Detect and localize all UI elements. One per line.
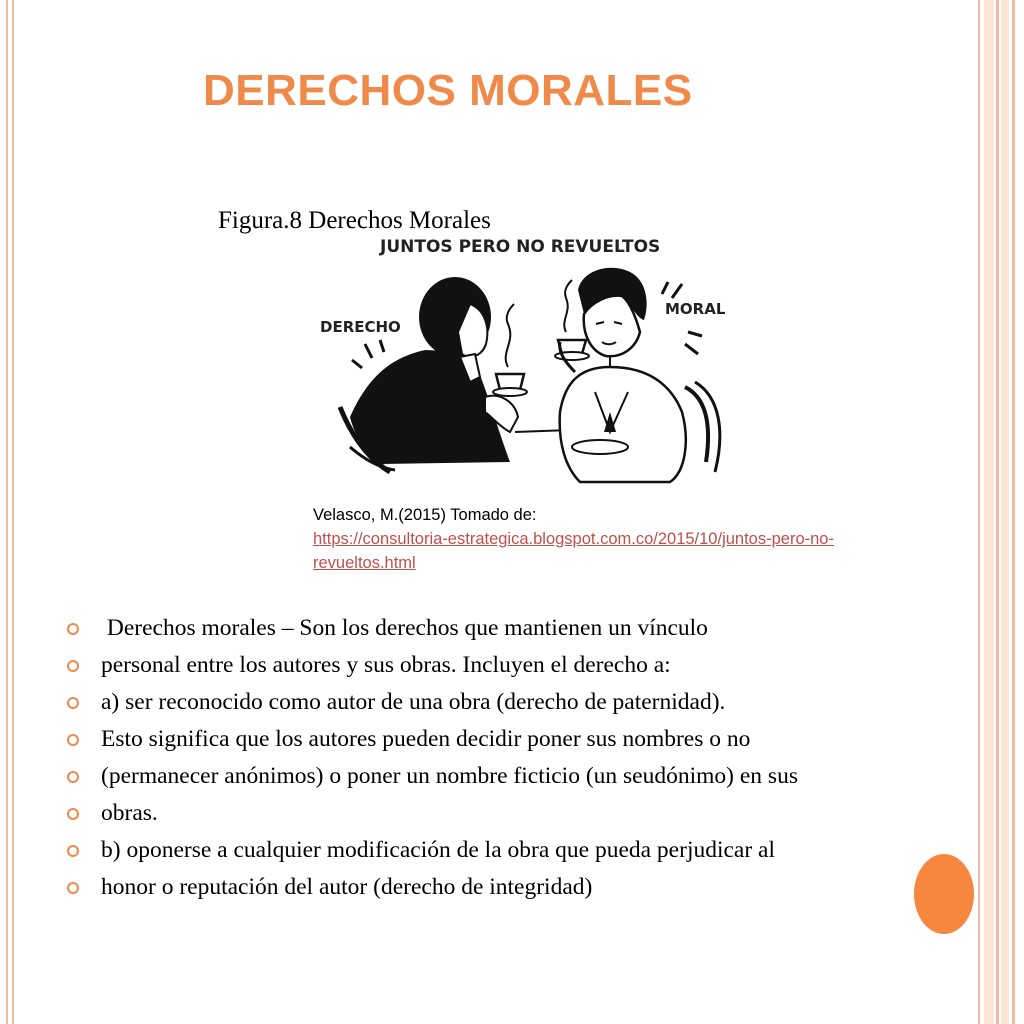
bullet-text: b) oponerse a cualquier modificación de la obra que pueda perjudicar al [101, 837, 776, 863]
motion-marks-left [352, 340, 384, 368]
bullet-text: personal entre los autores y sus obras. Incluyen el derecho a: [101, 652, 671, 678]
bullet-item [64, 616, 964, 640]
bullet-text: honor o reputación del autor (derecho de integridad) [101, 874, 593, 900]
bullet-text: obras. [101, 800, 158, 826]
right-border-line [978, 0, 980, 1024]
right-border-line [1012, 0, 1015, 1024]
figure-headline: JUNTOS PERO NO REVUELTOS [380, 237, 661, 257]
decorative-orange-circle [914, 854, 974, 934]
bullet-text: a) ser reconocido como autor de una obra (derecho de paternidad). [101, 689, 726, 715]
slide-title: DERECHOS MORALES [203, 66, 693, 115]
bullet-ring-icon [67, 845, 79, 857]
bullet-text: Derechos morales – Son los derechos que mantienen un vínculo [101, 615, 708, 641]
citation-text: Velasco, M.(2015) Tomado de: [313, 506, 537, 524]
man-figure [340, 277, 518, 472]
figure-illustration [310, 232, 750, 502]
bullet-ring-icon [67, 734, 79, 746]
citation-link[interactable]: https://consultoria-estrategica.blogspot.com.co/2015/10/juntos-pero-no-revueltos.html [313, 530, 834, 572]
figure-label-right: MORAL [665, 300, 726, 318]
bullet-ring-icon [67, 697, 79, 709]
left-border-line [12, 0, 14, 1024]
bullet-item [64, 801, 964, 825]
coffee-cup-left [493, 304, 527, 396]
left-border-line [6, 0, 8, 1024]
bullet-text: (permanecer anónimos) o poner un nombre ficticio (un seudónimo) en sus [101, 763, 798, 789]
bullet-item [64, 690, 964, 714]
bullet-item [64, 875, 964, 899]
bullet-item [64, 838, 964, 862]
bullet-item [64, 764, 964, 788]
motion-marks-right [662, 282, 702, 354]
figure-citation [313, 503, 923, 575]
bullet-ring-icon [67, 623, 79, 635]
bullet-ring-icon [67, 660, 79, 672]
right-border-band [984, 0, 994, 1024]
bullet-text: Esto significa que los autores pueden decidir poner sus nombres o no [101, 726, 751, 752]
right-border-line [996, 0, 999, 1024]
bullet-ring-icon [67, 771, 79, 783]
bullet-ring-icon [67, 808, 79, 820]
figure-label-left: DERECHO [320, 318, 401, 336]
bullet-ring-icon [67, 882, 79, 894]
right-border-band [1001, 0, 1009, 1024]
bullet-list [64, 616, 964, 912]
figure-caption: Figura.8 Derechos Morales [218, 207, 491, 234]
bullet-item [64, 727, 964, 751]
bullet-item [64, 653, 964, 677]
